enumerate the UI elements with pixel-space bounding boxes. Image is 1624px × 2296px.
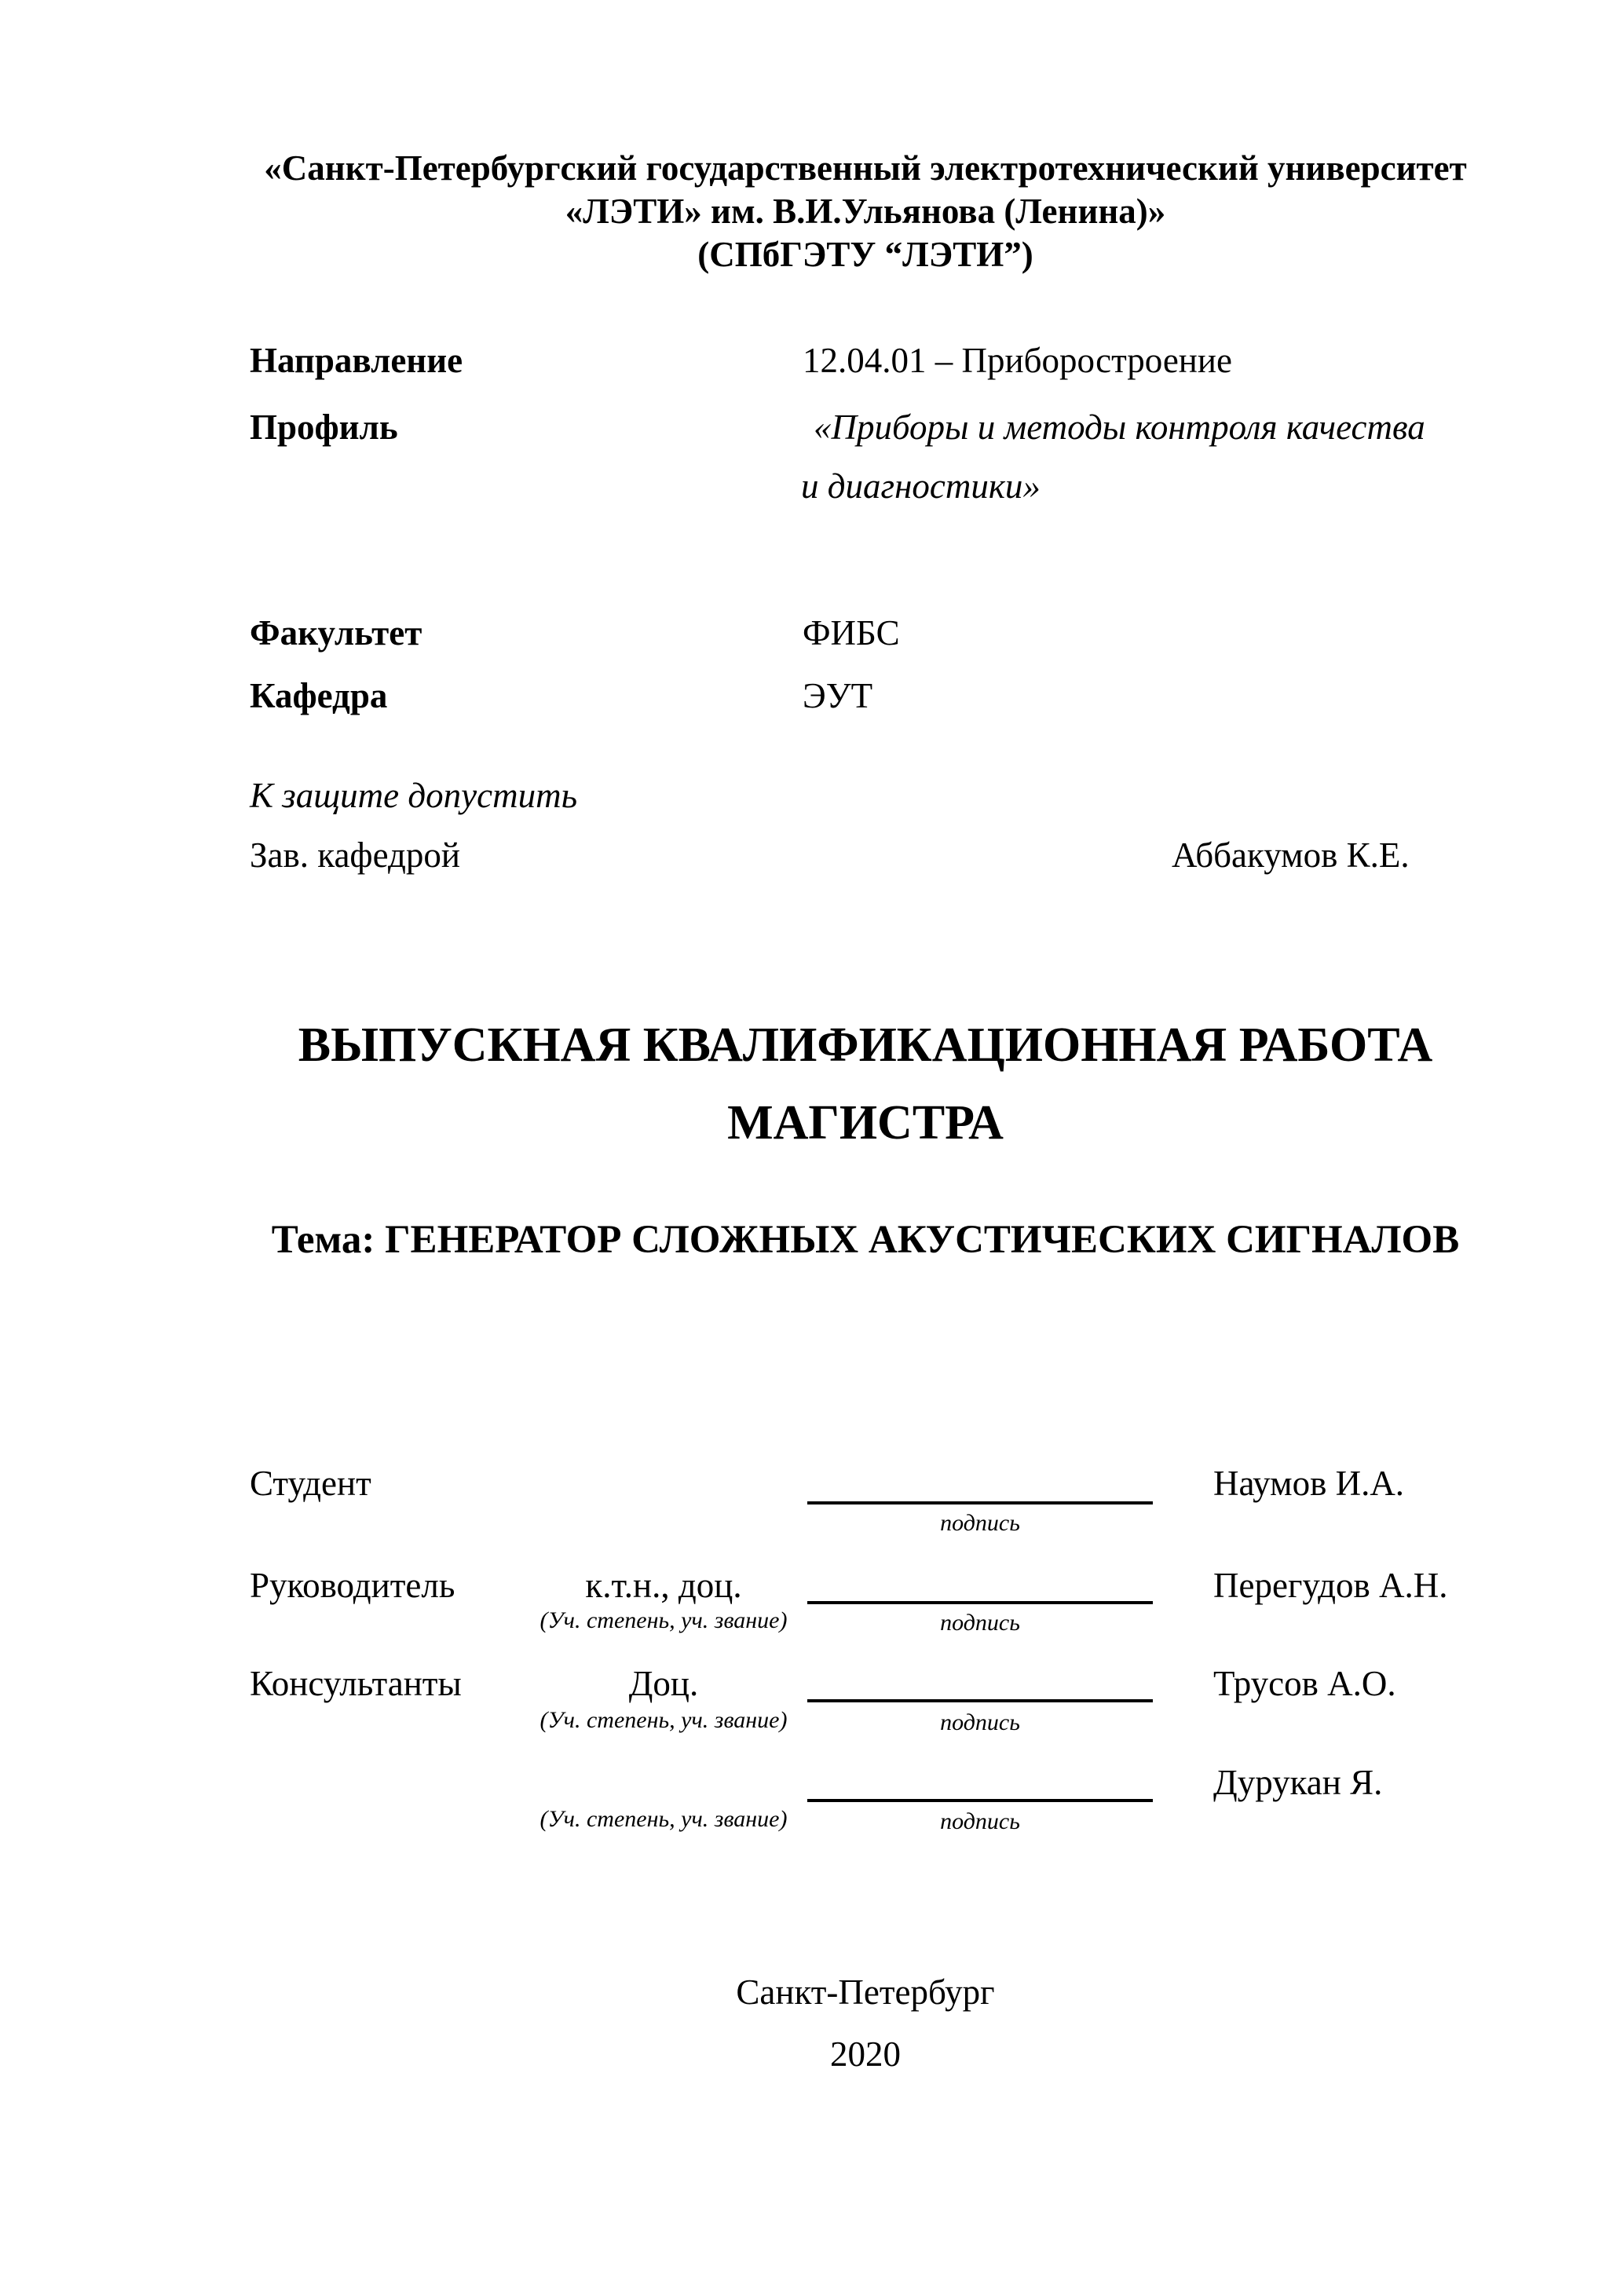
university-header-line3: (СПбГЭТУ “ЛЭТИ”) bbox=[697, 235, 1033, 274]
signature-row-name-student: Наумов И.А. bbox=[1213, 1464, 1405, 1503]
degree-caption-consultant-1: (Уч. степень, уч. звание) bbox=[540, 1707, 788, 1733]
signature-row-degree-consultant-1: Доц. bbox=[628, 1664, 699, 1703]
profile-value-line1: «Приборы и методы контроля качества bbox=[814, 408, 1425, 447]
admit-to-defense-line: К защите допустить bbox=[250, 776, 578, 815]
signature-row-degree-supervisor: к.т.н., доц. bbox=[585, 1566, 742, 1605]
signature-caption-consultant-2: подпись bbox=[940, 1808, 1020, 1834]
university-header-line1: «Санкт-Петербургский государственный электротехнический университет bbox=[264, 148, 1467, 188]
department-label: Кафедра bbox=[250, 676, 388, 715]
signature-caption-supervisor: подпись bbox=[940, 1610, 1020, 1636]
department-value: ЭУТ bbox=[803, 676, 873, 715]
department-head-name: Аббакумов К.Е. bbox=[1172, 835, 1410, 875]
footer-city: Санкт-Петербург bbox=[736, 1972, 995, 2012]
signature-caption-student: подпись bbox=[940, 1510, 1020, 1536]
work-title-line1: ВЫПУСКНАЯ КВАЛИФИКАЦИОННАЯ РАБОТА bbox=[298, 1018, 1433, 1072]
degree-caption-consultant-2: (Уч. степень, уч. звание) bbox=[540, 1806, 788, 1832]
faculty-value: ФИБС bbox=[803, 613, 900, 653]
direction-value: 12.04.01 – Приборостроение bbox=[803, 341, 1232, 380]
signature-line-student bbox=[807, 1501, 1153, 1504]
signature-row-name-consultant-1: Трусов А.О. bbox=[1213, 1664, 1396, 1703]
signature-caption-consultant-1: подпись bbox=[940, 1709, 1020, 1735]
signature-line-consultant-1 bbox=[807, 1699, 1153, 1702]
footer-year: 2020 bbox=[830, 2035, 901, 2074]
signature-row-name-supervisor: Перегудов А.Н. bbox=[1213, 1566, 1448, 1605]
profile-label: Профиль bbox=[250, 408, 398, 447]
signature-line-consultant-2 bbox=[807, 1799, 1153, 1802]
faculty-label: Факультет bbox=[250, 613, 422, 653]
signature-row-role-consultants: Консультанты bbox=[250, 1664, 462, 1703]
direction-label: Направление bbox=[250, 341, 463, 380]
university-header-line2: «ЛЭТИ» им. В.И.Ульянова (Ленина)» bbox=[565, 192, 1166, 231]
signature-row-name-consultant-2: Дурукан Я. bbox=[1213, 1763, 1383, 1802]
signature-line-supervisor bbox=[807, 1601, 1153, 1604]
work-title-line2: МАГИСТРА bbox=[727, 1096, 1004, 1150]
degree-caption-supervisor: (Уч. степень, уч. звание) bbox=[540, 1607, 788, 1633]
work-topic: Тема: ГЕНЕРАТОР СЛОЖНЫХ АКУСТИЧЕСКИХ СИГНАЛОВ bbox=[271, 1218, 1460, 1262]
signature-row-role-supervisor: Руководитель bbox=[250, 1566, 455, 1605]
department-head-label: Зав. кафедрой bbox=[250, 835, 460, 875]
profile-value-line2: и диагностики» bbox=[801, 466, 1041, 506]
signature-row-role-student: Студент bbox=[250, 1464, 371, 1503]
